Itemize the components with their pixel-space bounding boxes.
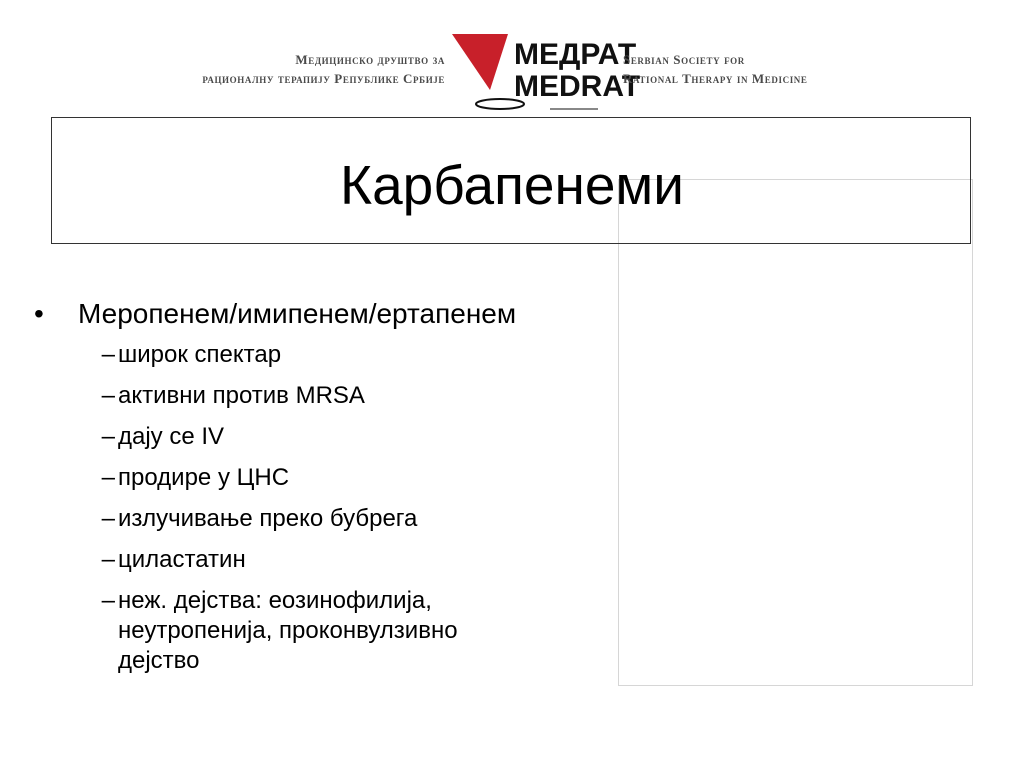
dash-mark: –: [101, 546, 115, 573]
dash-mark: –: [101, 505, 115, 532]
dash-mark: –: [101, 587, 115, 614]
dash-mark: –: [101, 423, 115, 450]
dash-mark: –: [101, 382, 115, 409]
sub-bullet-item: [30, 504, 590, 534]
medrat-logo: [450, 32, 641, 114]
sub-bullet-text: широк спектар: [118, 341, 282, 368]
sub-bullet-item: [30, 422, 590, 452]
placeholder-frame: [618, 179, 973, 686]
society-name-english-line2: Rational Therapy in Medicine: [623, 71, 808, 86]
society-name-serbian: [202, 50, 445, 88]
sub-bullet-text: неж. дејства: еозинофилија, неутропенија, проконвулзивно дејство: [118, 587, 458, 674]
sub-bullet-text: продире у ЦНС: [118, 464, 290, 491]
bullet-text: Меропенем/имипенем/ертапенем: [78, 298, 517, 329]
dash-mark: –: [101, 341, 115, 368]
sub-bullet-list: [30, 340, 590, 676]
sub-bullet-item: [30, 340, 590, 370]
sub-bullet-text: излучивање преко бубрега: [118, 505, 418, 532]
bullet-item: [30, 294, 590, 334]
logo-text-cyrillic: МЕДРАТ: [514, 38, 637, 71]
sub-bullet-item: [30, 381, 590, 411]
dash-mark: –: [101, 464, 115, 491]
logo-swirl: [476, 99, 524, 109]
society-name-serbian-line1: Медицинско друштво за: [295, 52, 445, 67]
sub-bullet-text: циластатин: [118, 546, 246, 573]
slide-title: Карбапенеми: [340, 154, 684, 216]
logo-text-latin: MEDRAT: [514, 70, 641, 103]
society-name-serbian-line2: рационалну терапију Републике Србије: [202, 71, 445, 86]
bullet-dot: •: [34, 298, 44, 329]
society-name-english-line1: Serbian Society for: [623, 52, 745, 67]
sub-bullet-item: [30, 545, 590, 575]
slide-content: [30, 294, 590, 687]
logo-red-mark: [452, 34, 508, 90]
sub-bullet-text: дају се IV: [118, 423, 225, 450]
sub-bullet-item: [30, 463, 590, 493]
sub-bullet-text: активни против MRSA: [118, 382, 365, 409]
sub-bullet-item: [30, 586, 590, 676]
society-name-english: [623, 50, 808, 88]
